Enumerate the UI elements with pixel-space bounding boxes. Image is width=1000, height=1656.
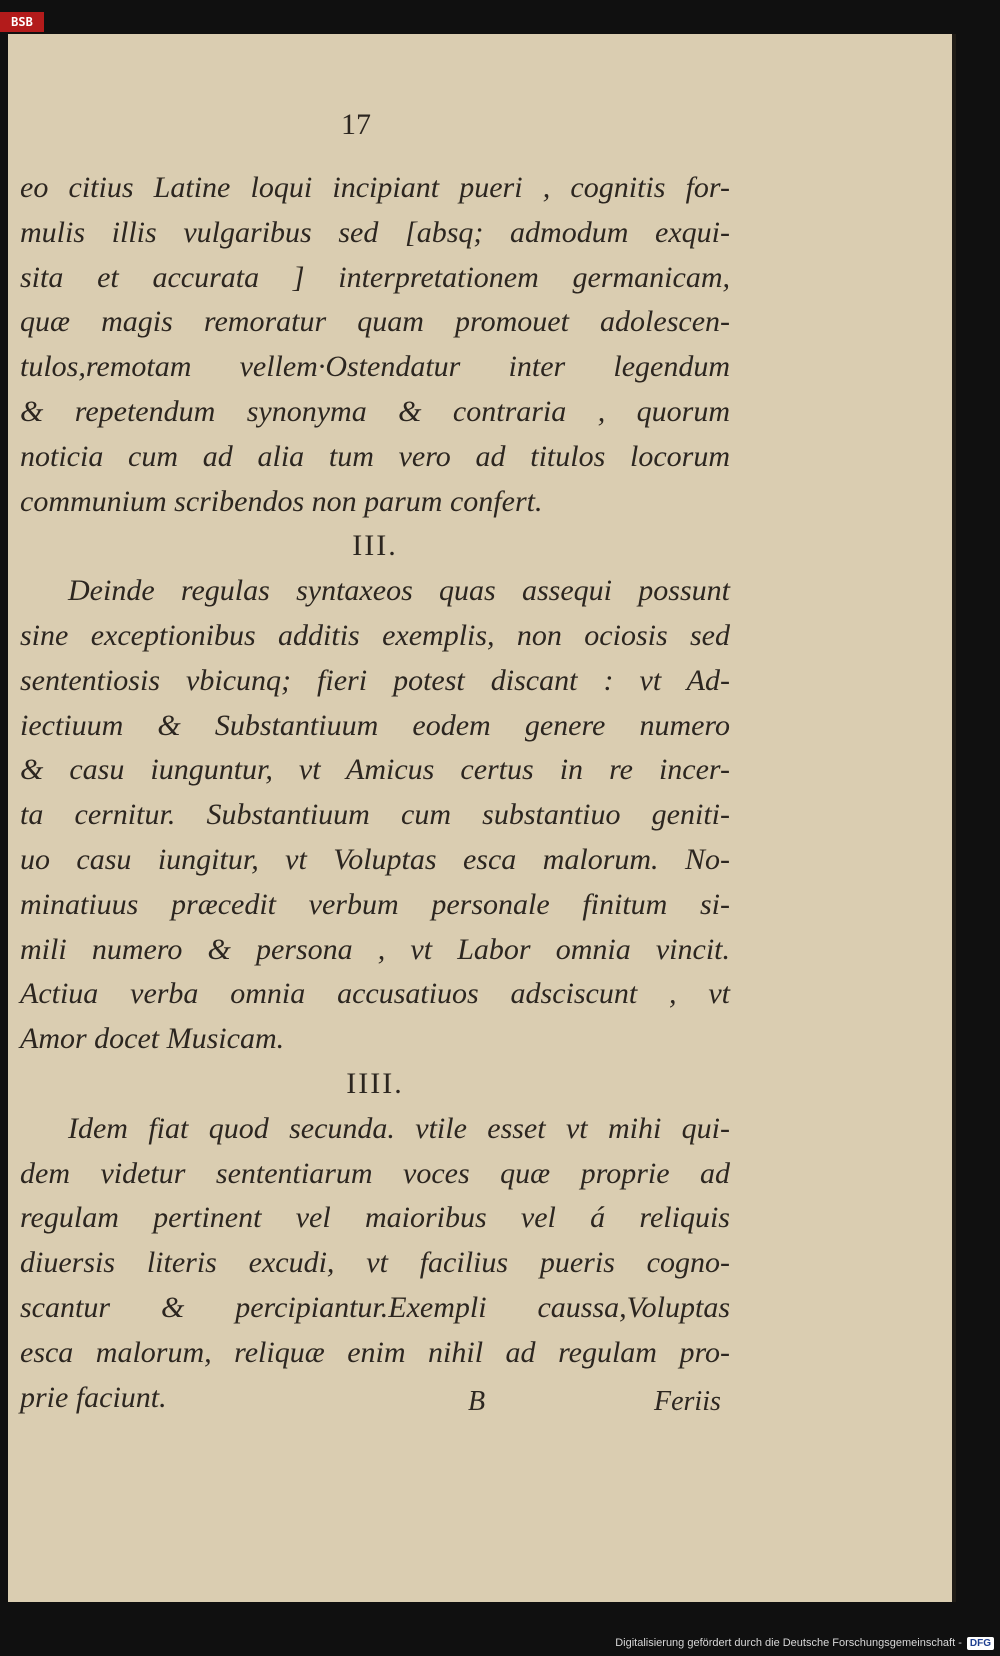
dfg-logo: DFG [967,1637,994,1650]
text-line: sententiosis vbicunq; fieri potest discant : vt Ad- [20,663,730,697]
footer [615,1634,994,1652]
text-line: sine exceptionibus additis exemplis, non ociosis sed [20,618,730,652]
text-line: tulos,remotam vellem·Ostendatur inter legendum [20,350,730,384]
text-line: dem videtur sententiarum voces quæ proprie ad [20,1156,730,1190]
text-line: iectiuum & Substantiuum eodem genere numero [20,708,730,742]
text-line: scantur & percipiantur.Exempli caussa,Voluptas [20,1290,730,1324]
text-line: communium scribendos non parum confert. [20,484,543,518]
text-line: minatiuus præcedit verbum personale finitum si- [20,887,730,921]
text-line: Amor docet Musicam. [20,1022,285,1056]
page-text [20,104,730,1420]
text-line: sita et accurata ] interpretationem germanicam, [20,260,730,294]
page-number: 17 [341,108,371,141]
text-line: mili numero & persona , vt Labor omnia vincit. [20,932,730,966]
text-line: Actiua verba omnia accusatiuos adsciscunt , vt [20,977,730,1011]
text-line: mulis illis vulgaribus sed [absq; admodum exqui- [20,215,730,249]
text-line: uo casu iungitur, vt Voluptas esca malorum. No- [20,842,730,876]
text-line: & casu iunguntur, vt Amicus certus in re incer- [20,753,730,787]
text-line: Deinde regulas syntaxeos quas assequi possunt [68,574,730,608]
bsb-logo: BSB [0,12,44,32]
text-line: eo citius Latine loqui incipiant pueri , cognitis for- [20,171,730,204]
text-line: ta cernitur. Substantiuum cum substantiuo geniti- [20,798,730,832]
book-page [8,34,956,1602]
text-line: & repetendum synonyma & contraria , quorum [20,394,730,428]
catchword: Feriis [654,1386,721,1417]
text-line: noticia cum ad alia tum vero ad titulos locorum [20,439,730,473]
footer-text: Digitalisierung gefördert durch die Deutsche Forschungsgemeinschaft - [615,1637,962,1649]
text-line: prie faciunt. [20,1380,167,1414]
text-line: Idem fiat quod secunda. vtile esset vt mihi qui- [68,1111,730,1145]
section-heading-4: IIII. [346,1066,404,1100]
text-line: diuersis literis excudi, vt facilius pueris cogno- [20,1246,730,1280]
text-line: esca malorum, reliquæ enim nihil ad regulam pro- [20,1335,730,1369]
section-heading-3: III. [352,529,398,563]
text-line: quæ magis remoratur quam promouet adolescen- [20,305,730,339]
signature-mark: B [468,1386,486,1417]
text-line: regulam pertinent vel maioribus vel á reliquis [20,1201,730,1235]
